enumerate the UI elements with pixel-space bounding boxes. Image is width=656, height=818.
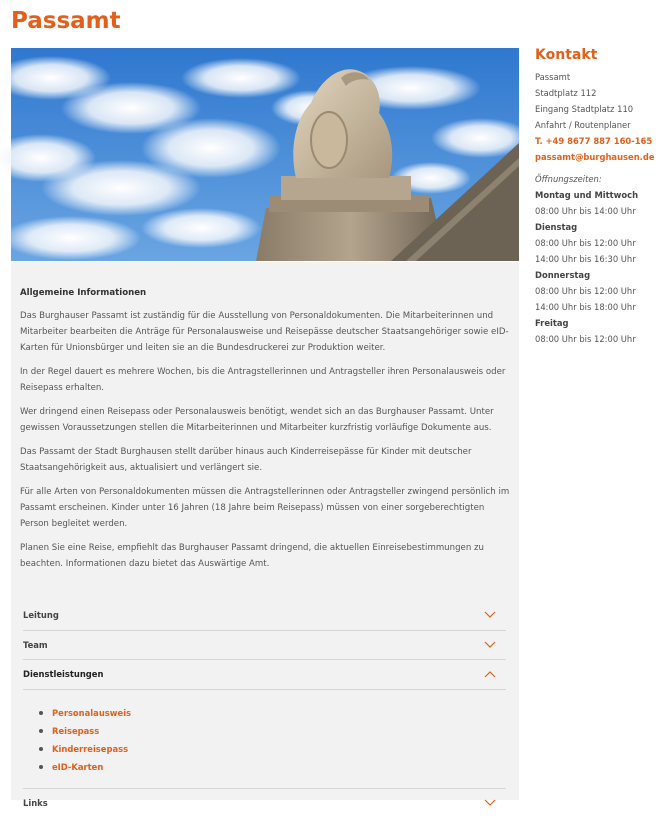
chevron-down-icon	[484, 799, 496, 807]
accordion-label: Leitung	[23, 610, 59, 620]
service-list	[39, 704, 506, 776]
hero-image	[11, 48, 519, 261]
email-link[interactable]: passamt@burghausen.de	[535, 149, 653, 165]
accordion	[23, 601, 506, 818]
hours-time: 08:00 Uhr bis 12:00 Uhr	[535, 283, 653, 299]
hours-day: Montag und Mittwoch	[535, 187, 653, 203]
hours-day: Dienstag	[535, 219, 653, 235]
accordion-dienstleistungen[interactable]	[23, 660, 506, 690]
paragraph: Für alle Arten von Personaldokumenten müssen die Antragstellerinnen oder Antragsteller zwingend persönlich im Passamt erscheinen. Kinder unter 16 Jahren (18 Jahre beim Reisepass) müssen von einer sorgeberechtigten Person begleitet werden.	[20, 484, 510, 532]
contact-name: Passamt	[535, 69, 653, 85]
contact-sidebar	[535, 47, 653, 347]
accordion-leitung[interactable]	[23, 601, 506, 631]
hours-time: 08:00 Uhr bis 14:00 Uhr	[535, 203, 653, 219]
contact-title: Kontakt	[535, 47, 653, 63]
section-heading: Allgemeine Informationen	[20, 288, 510, 298]
content-panel	[11, 262, 519, 800]
page-title: Passamt	[11, 8, 121, 34]
service-link-reisepass[interactable]: Reisepass	[39, 722, 506, 740]
contact-street: Stadtplatz 112	[535, 85, 653, 101]
paragraph: Planen Sie eine Reise, empfiehlt das Burghauser Passamt dringend, die aktuellen Einreisebestimmungen zu beachten. Informationen dazu bietet das Auswärtige Amt.	[20, 540, 510, 572]
chevron-down-icon	[484, 611, 496, 619]
hours-time: 08:00 Uhr bis 12:00 Uhr	[535, 331, 653, 347]
hours-day: Freitag	[535, 315, 653, 331]
phone-link[interactable]: T. +49 8677 887 160-165	[535, 133, 653, 149]
paragraph: Das Burghauser Passamt ist zuständig für die Ausstellung von Personaldokumenten. Die Mitarbeiterinnen und Mitarbeiter bearbeiten die Anträge für Personalausweise und Reisepässe deutscher Staatsangehöriger sowie eID-Karten für Unionsbürger und leiten sie an die Bundesdruckerei zur Produktion weiter.	[20, 308, 510, 356]
service-link-kinderreisepass[interactable]: Kinderreisepass	[39, 740, 506, 758]
accordion-links[interactable]	[23, 789, 506, 818]
hours-time: 14:00 Uhr bis 18:00 Uhr	[535, 299, 653, 315]
chevron-down-icon	[484, 641, 496, 649]
service-link-personalausweis[interactable]: Personalausweis	[39, 704, 506, 722]
accordion-team[interactable]	[23, 631, 506, 661]
paragraph: Das Passamt der Stadt Burghausen stellt darüber hinaus auch Kinderreisepässe für Kinder mit deutscher Staatsangehörigkeit aus, aktualisiert und verlängert sie.	[20, 444, 510, 476]
hours-day: Donnerstag	[535, 267, 653, 283]
paragraph: Wer dringend einen Reisepass oder Personalausweis benötigt, wendet sich an das Burghauser Passamt. Unter gewissen Voraussetzungen stellen die Mitarbeiterinnen und Mitarbeiter kurzfristig vorläufige Dokumente aus.	[20, 404, 510, 436]
hours-time: 14:00 Uhr bis 16:30 Uhr	[535, 251, 653, 267]
contact-entrance: Eingang Stadtplatz 110	[535, 101, 653, 117]
accordion-panel-dienstleistungen	[23, 690, 506, 789]
accordion-label: Dienstleistungen	[23, 669, 103, 679]
accordion-label: Team	[23, 640, 48, 650]
service-link-eid-karten[interactable]: eID-Karten	[39, 758, 506, 776]
hours-time: 08:00 Uhr bis 12:00 Uhr	[535, 235, 653, 251]
chevron-up-icon	[484, 670, 496, 678]
route-planner-link[interactable]: Anfahrt / Routenplaner	[535, 117, 653, 133]
paragraph: In der Regel dauert es mehrere Wochen, bis die Antragstellerinnen und Antragsteller ihren Personalausweis oder Reisepass erhalten.	[20, 364, 510, 396]
accordion-label: Links	[23, 798, 48, 808]
hours-label: Öffnungszeiten:	[535, 171, 653, 187]
